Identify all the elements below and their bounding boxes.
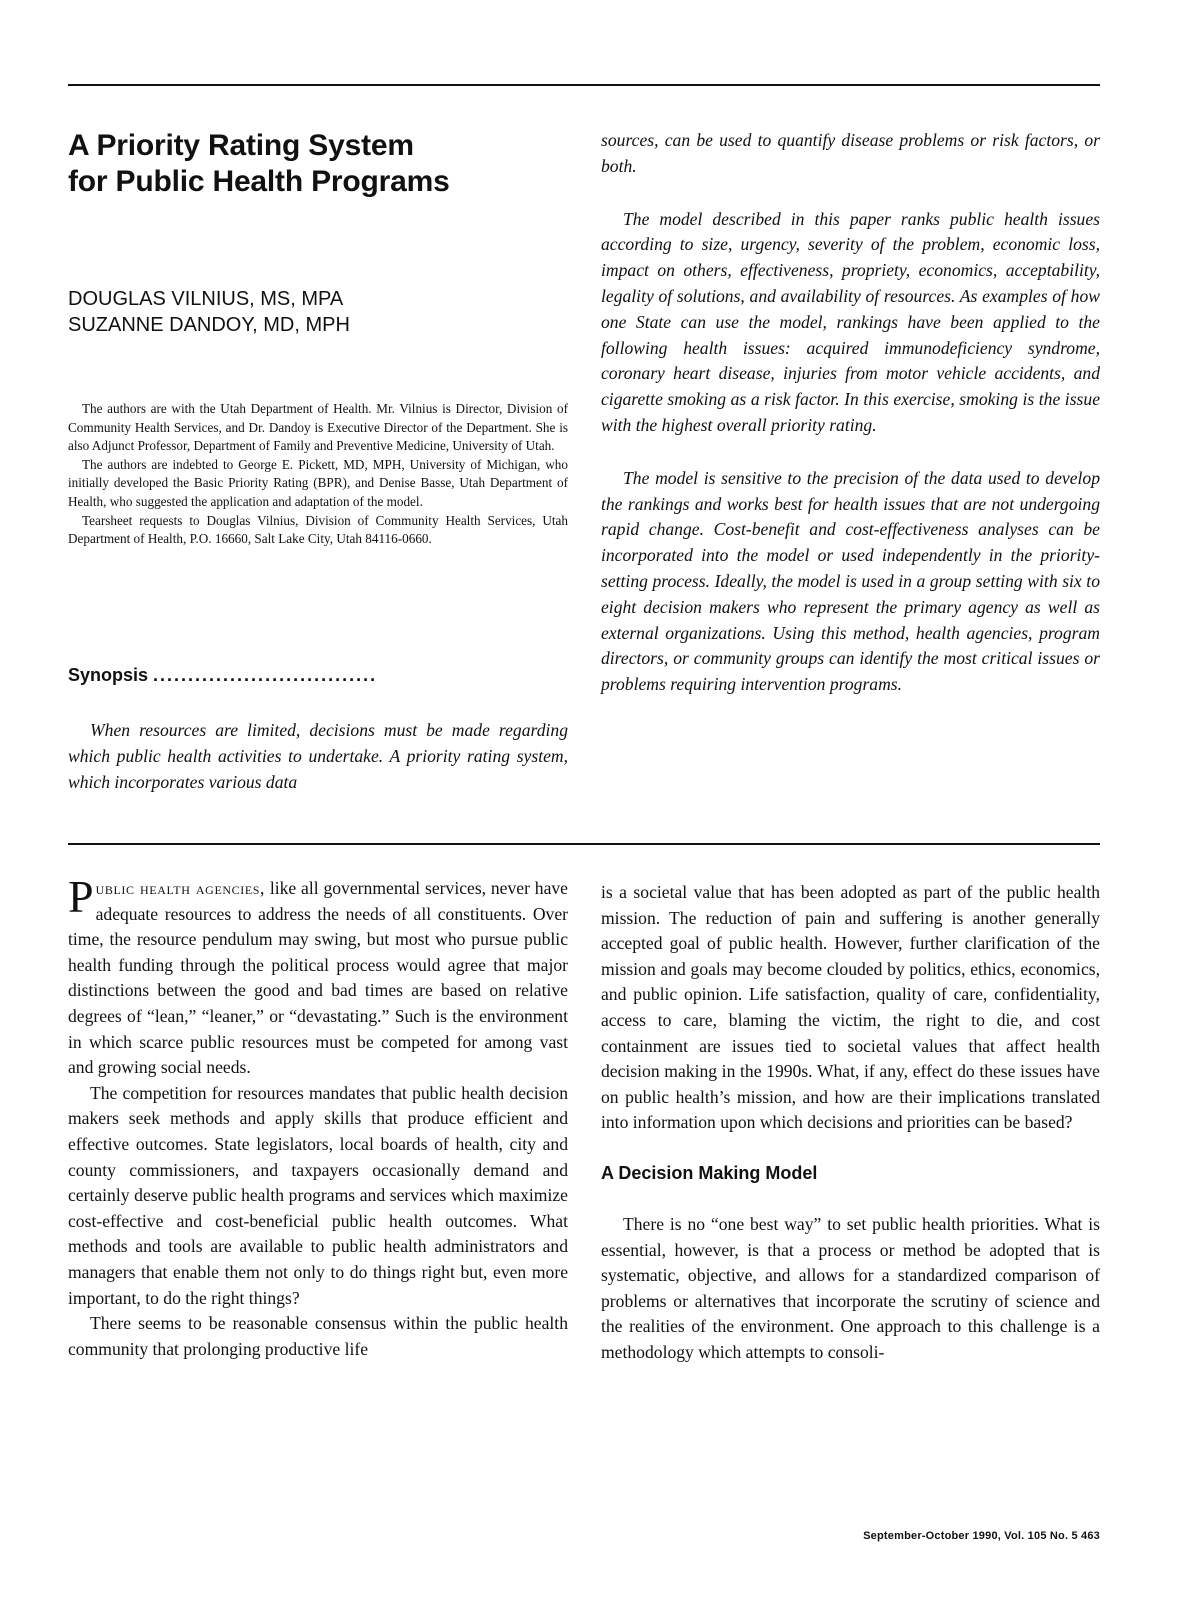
synopsis-paragraph-1-cont: sources, can be used to quantify disease problems or risk factors, or both.	[601, 130, 1100, 176]
body-paragraph-3: There seems to be reasonable consensus within the public health community that prolonging productive life	[68, 1313, 568, 1359]
synopsis-right-column	[601, 128, 1100, 725]
affiliation-note-1: The authors are with the Utah Department of Health. Mr. Vilnius is Director, Division of Community Health Services, and Dr. Dandoy is Executive Director of the Department. She is also Adjunct Professor, Department of Family and Preventive Medicine, University of Utah.	[68, 401, 568, 454]
author-1: DOUGLAS VILNIUS, MS, MPA	[68, 288, 344, 310]
synopsis-heading-text: Synopsis	[68, 665, 149, 685]
synopsis-paragraph-1: When resources are limited, decisions must be made regarding which public health activities to undertake. A priority rating system, which incorporates various data	[68, 720, 568, 792]
page-footer-citation: September-October 1990, Vol. 105 No. 5 463	[863, 1530, 1100, 1542]
title-line-2: for Public Health Programs	[68, 165, 450, 198]
body-left-column	[68, 871, 568, 1362]
author-2: SUZANNE DANDOY, MD, MPH	[68, 314, 350, 336]
body-paragraph-3-cont: is a societal value that has been adopted as part of the public health mission. The reduction of pain and suffering is another generally accepted goal of public health. However, further clarification of the mission and goals may become clouded by politics, ethics, economics, and public opinion. Life satisfaction, quality of care, confidentiality, access to care, blaming the victim, the right to die, and cost containment are issues tied to societal values that affect health decision making in the 1990s. What, if any, effect do these issues have on public health’s mission, and how are their implications translated into information upon which decisions and priorities can be based?	[601, 882, 1100, 1133]
synopsis-leader-dots: ................................	[153, 665, 378, 685]
top-rule	[68, 84, 1100, 86]
body-right-column	[601, 880, 1100, 1366]
drop-cap: P	[68, 871, 94, 922]
affiliation-note-2: The authors are indebted to George E. Pickett, MD, MPH, University of Michigan, who initially developed the Basic Priority Rating (BPR), and Denise Basse, Utah Department of Health, who suggested the application and adaptation of the model.	[68, 456, 568, 509]
title-block	[68, 128, 568, 549]
synopsis-left-column	[68, 718, 568, 795]
synopsis-heading	[68, 664, 568, 686]
middle-rule	[68, 843, 1100, 845]
body-paragraph-4: There is no “one best way” to set public health priorities. What is essential, however, is that a process or method be adopted that is systematic, objective, and allows for a standardized comparison of problems or alternatives that incorporate the scrutiny of science and the realities of the environment. One approach to this challenge is a methodology which attempts to consoli-	[601, 1213, 1100, 1362]
affiliation-note-3: Tearsheet requests to Douglas Vilnius, Division of Community Health Services, Utah Department of Health, P.O. 16660, Salt Lake City, Utah 84116-0660.	[68, 512, 568, 547]
synopsis-paragraph-2: The model described in this paper ranks public health issues according to size, urgency, severity of the problem, economic loss, impact on others, effectiveness, propriety, economics, acceptability, legality of solutions, and availability of resources. As examples of how one State can use the model, rankings have been applied to the following health issues: acquired immunodeficiency syndrome, coronary heart disease, injuries from motor vehicle accidents, and cigarette smoking as a risk factor. In this exercise, smoking is the issue with the highest overall priority rating.	[601, 208, 1100, 435]
affiliation-notes	[68, 400, 568, 549]
author-list	[68, 286, 568, 338]
body-paragraph-1-text: like all governmental services, never have adequate resources to address the needs of all constituents. Over time, the resource pendulum may swing, but most who pursue public health funding through the political process would agree that major distinctions between the good and bad times are based on relative degrees of “lean,” “leaner,” or “devastating.” Such is the environment in which scarce public resources must be competed for among vast and growing social needs.	[68, 878, 568, 1078]
synopsis-paragraph-3: The model is sensitive to the precision of the data used to develop the rankings and works best for health issues that are not undergoing rapid change. Cost-benefit and cost-effectiveness analyses can be incorporated into the model or used independently in the priority-setting process. Ideally, the model is used in a group setting with six to eight decision makers who represent the primary agency as well as external organizations. Using this method, health agencies, program directors, or community groups can identify the most critical issues or problems requiring intervention programs.	[601, 467, 1100, 695]
body-paragraph-1	[68, 871, 568, 1081]
lead-in-smallcaps: ublic health agencies,	[95, 878, 266, 898]
section-heading: A Decision Making Model	[601, 1162, 818, 1183]
title-line-1: A Priority Rating System	[68, 129, 414, 162]
body-paragraph-2: The competition for resources mandates that public health decision makers seek methods and apply skills that produce efficient and effective outcomes. State legislators, local boards of health, city and county commissioners, and taxpayers occasionally demand and certainly deserve public health programs and services which maximize cost-effective and cost-beneficial public health outcomes. What methods and tools are available to public health administrators and managers that enable them not only to do things right but, even more important, to do the right things?	[68, 1082, 568, 1308]
article-title	[68, 128, 568, 200]
